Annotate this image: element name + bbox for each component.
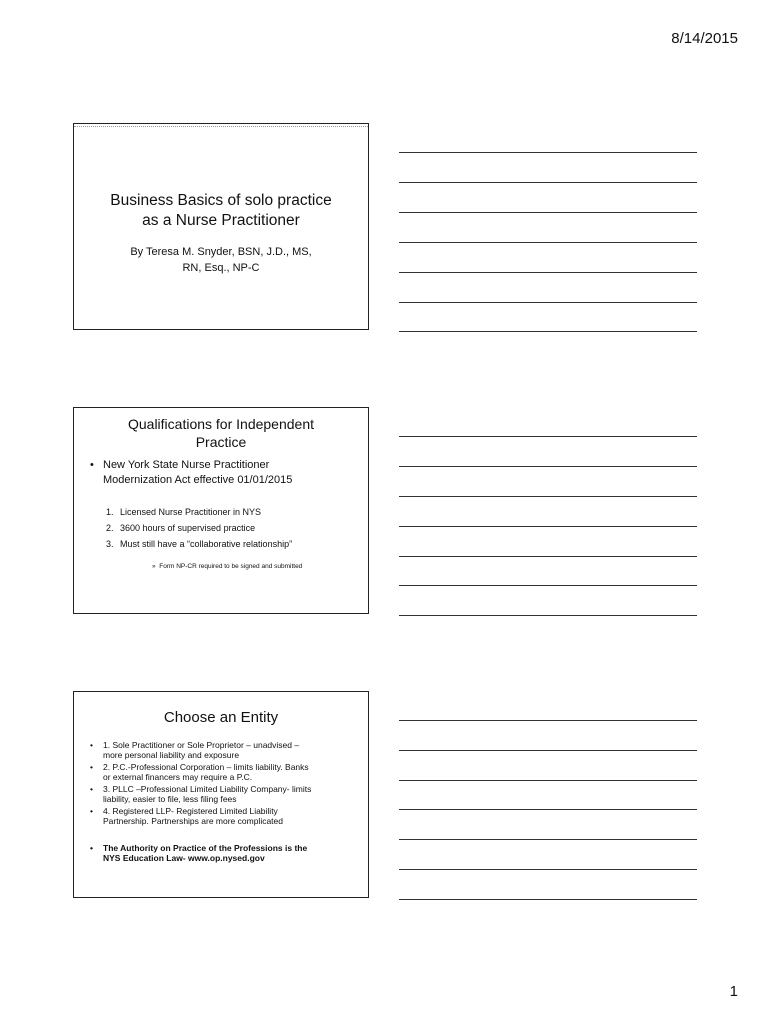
list-item-text: Licensed Nurse Practitioner in NYS [120,507,262,517]
sub-bullet-text: Form NP-CR required to be signed and submitted [159,563,303,570]
note-line [399,720,697,721]
note-line [399,302,697,303]
list-item [90,784,352,804]
list-item [90,806,352,826]
authority-note-line: The Authority on Practice of the Professions is the [103,843,308,853]
note-line [399,615,697,616]
bullet-icon: • [90,843,93,853]
note-line [399,466,697,467]
slide-3 [73,691,369,898]
slide-1-author-line: RN, Esq., NP-C [182,262,260,274]
slide-1-author-line: By Teresa M. Snyder, BSN, J.D., MS, [130,246,312,258]
bullet-icon: • [90,784,93,794]
list-item [106,536,358,552]
note-line [399,496,697,497]
list-item-line: 2. P.C.-Professional Corporation – limits liability. Banks [103,762,309,772]
list-item-line: or external financers may require a P.C. [103,772,253,782]
note-line [399,331,697,332]
slide-1-author [74,244,368,276]
list-item-text: Must still have a “collaborative relationship” [120,539,293,549]
note-line [399,809,697,810]
slide-top-border [74,126,368,127]
list-number: 3. [106,539,114,549]
slide-1 [73,123,369,330]
note-line [399,526,697,527]
slide-2-title [74,415,368,451]
note-line [399,242,697,243]
slide-2-bullet-line: New York State Nurse Practitioner [103,459,270,471]
slide-3-list [90,740,352,828]
note-line [399,182,697,183]
note-line [399,869,697,870]
slide-3-authority-note [90,843,352,863]
slide-2-title-line: Qualifications for Independent [127,416,314,432]
note-line [399,585,697,586]
slide-3-title: Choose an Entity [163,709,279,726]
list-item [90,762,352,782]
list-item-line: liability, easier to file, less filing fees [103,794,237,804]
list-number: 1. [106,507,114,517]
slide-2-bullet-line: Modernization Act effective 01/01/2015 [103,474,293,486]
list-number: 2. [106,523,114,533]
note-line [399,839,697,840]
bullet-icon: • [90,806,93,816]
slide-2-sub-bullet [152,562,302,571]
bullet-icon: • [90,740,93,750]
list-item-line: Partnership. Partnerships are more complicated [103,816,283,826]
list-item-line: 4. Registered LLP- Registered Limited Liability [103,806,278,816]
slide-2-title-line: Practice [195,434,247,450]
note-line [399,750,697,751]
note-line [399,272,697,273]
slide-1-title [74,191,368,231]
note-line [399,780,697,781]
list-item [106,504,358,520]
bullet-icon: • [90,459,94,471]
list-item-line: 3. PLLC –Professional Limited Liability Company- limits [103,784,312,794]
sub-bullet-icon: » [152,563,160,570]
list-item [90,740,352,760]
note-line [399,212,697,213]
authority-note-line: NYS Education Law- www.op.nysed.gov [103,853,265,863]
slide-2 [73,407,369,614]
list-item-line: more personal liability and exposure [103,750,240,760]
bullet-icon: • [90,762,93,772]
print-date: 8/14/2015 [671,30,738,47]
list-item-text: 3600 hours of supervised practice [120,523,256,533]
slide-2-numbered-list [106,504,358,552]
slide-1-title-line: as a Nurse Practitioner [142,212,300,229]
note-line [399,152,697,153]
note-line [399,436,697,437]
note-line [399,899,697,900]
list-item-line: 1. Sole Practitioner or Sole Proprietor – unadvised – [103,740,300,750]
note-line [399,556,697,557]
list-item [106,520,358,536]
page-number: 1 [729,983,738,1000]
slide-2-bullet [90,458,354,488]
slide-1-title-line: Business Basics of solo practice [110,192,332,209]
